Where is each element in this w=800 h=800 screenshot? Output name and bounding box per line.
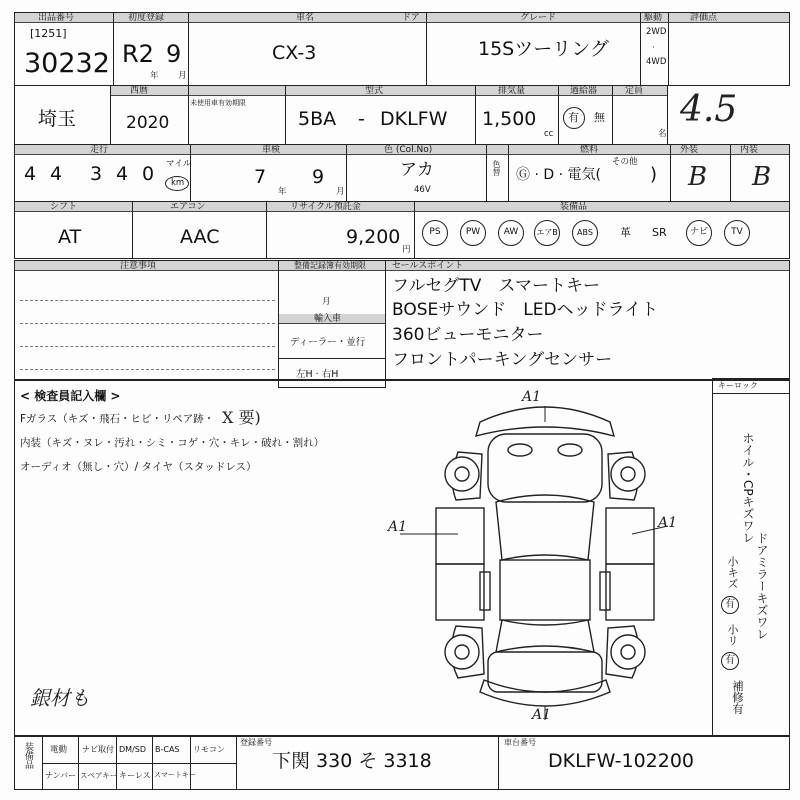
sales-point: フロントパーキングセンサー (392, 350, 613, 370)
exterior-label: 外装 (680, 145, 699, 155)
glass-line: Fガラス（キズ・飛石・ヒビ・リペア跡・ (20, 413, 215, 425)
interior-line: 内装（キズ・ヌレ・汚れ・シミ・コゲ・穴・キレ・破れ・割れ） (20, 437, 325, 449)
sales-point: BOSEサウンド LEDヘッドライト (392, 300, 659, 320)
grade: 15Sツーリング (478, 38, 609, 60)
plate-label: 登録番号 (240, 738, 272, 747)
right-front-door (606, 508, 654, 564)
model-code: DKLFW (380, 108, 448, 130)
unit-mile: マイル (166, 159, 192, 169)
equip-abs: ABS (572, 220, 598, 246)
footer-item: リモコン (193, 745, 225, 754)
side-note-wheel: ホイル・CPキズワレ (741, 432, 755, 544)
damage-mark-top: A1 (522, 389, 542, 405)
name-label: 車名 (296, 13, 315, 23)
equip-leather: 革 (620, 226, 631, 239)
disp-label: 排気量 (498, 86, 526, 96)
equip-ps: PS (422, 220, 448, 246)
turbo-yes: 有 (568, 111, 579, 124)
turbo-label: 過給器 (570, 86, 598, 96)
shaken-month: 9 (312, 166, 325, 188)
record-label: 整備記録簿有効期限 (294, 261, 366, 270)
left-rear-door (436, 564, 484, 620)
handwritten-note: 銀材も (30, 686, 90, 710)
yu-2: 有 (725, 655, 735, 666)
damage-mark-left: A1 (388, 519, 408, 535)
caution-label: 注意事項 (120, 261, 157, 271)
damage-mark-bottom: A1 (532, 707, 552, 723)
plate: 下関 330 そ 3318 (272, 750, 432, 772)
right-rear-door (606, 564, 654, 620)
grade-label: グレード (520, 13, 557, 23)
shift: AT (58, 226, 82, 248)
shaken-label: 車検 (262, 145, 281, 155)
keylock-label: キーロック (718, 381, 758, 390)
left-front-door (436, 508, 484, 564)
footer-equip-label: 装備品 (23, 742, 33, 769)
mileage-digit: 4 (50, 163, 63, 185)
drive-4wd: 4WD (646, 57, 667, 67)
shaken-year: 7 (254, 166, 267, 188)
auction-sheet: 出品番号 初度登録 車名 ドア グレード 駆動 評価点 [1251] 30232 R2 9 年 月 CX-3 15Sツーリング 2WD · 4WD 埼玉 西暦 2020 未使用車有効期限 型式 5BA - DKLFW 排気量 1,500 cc 過給器 有 無 定員 名 4.5 走行 4 4 3 4 0 マイル km 車検 7 年 9 月 色 (Col.No) アカ 46V 色替 燃料 その他 Ⓖ · D · 電気( ) 外装 内装 B B シフト AT エアコン AAC リサイクル預託金 9,200 円 装備品 PS PW AW エアB ABS 革 SR ナビ TV 注意事項 整備記録簿有効期限 月 輸入車 ディーラー・並行 左H · 右H セールスポイント フルセグTV スマートキー BOSEサウンド LEDヘッドライト 360ビューモニター フロントパーキングセンサー < 検査員記入欄 > Fガラス（キズ・飛石・ヒビ・リペア跡・ X 要) 内装（キズ・ヌレ・汚れ・シミ・コゲ・穴・キレ・破れ・割れ） オーディオ（無し・穴）/ タイヤ（スタッドレス） 銀材も キーロック ホイル・CPキズワレ ドアミラーキズワレ 小キズ 有 小リ 有 補修有 A1 A1 A1 A1 装備品 電動 ナビ取付 DM/SD B-CAS リモコン ナンバー スペアキー キーレス スマートキー 登録番号 下関 330 そ 3318 車台番号 DKLFW-102200 (0, 0, 800, 800)
seireki-label: 西暦 (130, 86, 149, 96)
recycle-label: リサイクル預託金 (290, 202, 361, 212)
score-handwritten: 4.5 (680, 89, 738, 130)
mileage-label: 走行 (90, 145, 109, 155)
import-label: 輸入車 (314, 314, 342, 324)
car-diagram (400, 390, 690, 735)
fuel-other: その他 (612, 157, 638, 167)
car-name: CX-3 (272, 42, 317, 64)
year: 2020 (126, 113, 170, 133)
glass-note: X 要) (222, 408, 261, 427)
footer-item: スペアキー (80, 771, 118, 780)
windshield-outline (496, 495, 594, 560)
model-label: 型式 (365, 86, 384, 96)
lot-sub: [1251] (30, 27, 67, 40)
fuel-label: 燃料 (580, 145, 599, 155)
roof-outline (500, 560, 590, 620)
sales-point: フルセグTV スマートキー (392, 276, 600, 296)
door-label: ドア (402, 13, 420, 23)
color-label: 色 (Col.No) (384, 145, 433, 155)
interior-label: 内装 (740, 145, 759, 155)
footer-item: B-CAS (155, 745, 180, 754)
shift-label: シフト (50, 202, 78, 212)
lot-label: 出品番号 (38, 13, 75, 23)
chassis: DKLFW-102200 (548, 750, 695, 772)
footer-item: ナンバー (45, 771, 77, 780)
unreg-label: 未使用車有効期限 (190, 99, 246, 107)
lot-number: 30232 (24, 48, 110, 79)
mileage-digit: 0 (142, 163, 155, 185)
score-label: 評価点 (690, 13, 718, 23)
footer-item: DM/SD (119, 745, 146, 754)
side-note-small2: 小リ (726, 624, 739, 646)
equipment-list (420, 220, 790, 252)
equipment-label: 装備品 (560, 202, 588, 212)
footer-item: キーレス (119, 771, 151, 780)
mileage-digit: 3 (90, 163, 103, 185)
unit-km: km (171, 178, 185, 188)
footer-item: ナビ取付 (82, 745, 114, 754)
side-note-mirror: ドアミラーキズワレ (755, 532, 769, 640)
footer-item: スマートキー (154, 771, 196, 779)
mileage-digit: 4 (116, 163, 129, 185)
mileage-digit: 4 (24, 163, 37, 185)
interior-grade: B (752, 162, 772, 192)
equip-aw: AW (498, 220, 524, 246)
equip-pw: PW (460, 220, 486, 246)
import-type: ディーラー・並行 (290, 337, 366, 348)
side-note-small1: 小キズ (726, 556, 739, 589)
drive-label: 駆動 (644, 13, 663, 23)
rear-bumper-outline (480, 680, 610, 706)
ac-label: エアコン (170, 202, 206, 212)
color-change-label: 色替 (492, 160, 501, 176)
turbo-no: 無 (594, 111, 605, 124)
yu-1: 有 (725, 599, 735, 610)
sales-point: 360ビューモニター (392, 325, 544, 345)
capacity-label: 定員 (625, 86, 644, 96)
recycle: 9,200 (346, 226, 401, 248)
rear-glass-outline (496, 620, 594, 652)
displacement: 1,500 (482, 108, 537, 130)
fuel-options: Ⓖ · D · 電気( (516, 167, 601, 183)
hood-outline (488, 434, 602, 502)
color: アカ (400, 160, 434, 180)
reg-era: R2 (122, 40, 154, 68)
color-no: 46V (414, 185, 431, 195)
reg-label: 初度登録 (128, 13, 165, 23)
drive-2wd: 2WD (646, 27, 667, 37)
sales-label: セールスポイント (392, 261, 464, 271)
inspector-title: < 検査員記入欄 > (20, 389, 121, 403)
ac: AAC (180, 226, 220, 248)
chassis-label: 車台番号 (504, 738, 536, 747)
reg-month: 9 (166, 40, 182, 68)
exterior-grade: B (688, 162, 708, 192)
side-note-repair: 補修有 (731, 680, 745, 715)
equip-tv: TV (724, 220, 750, 246)
region: 埼玉 (38, 108, 77, 130)
equip-navi: ナビ (686, 220, 712, 246)
trunk-outline (488, 652, 602, 692)
audio-line: オーディオ（無し・穴）/ タイヤ（スタッドレス） (20, 461, 257, 473)
equip-sr: SR (652, 226, 667, 239)
equip-airbag: エアB (534, 220, 560, 246)
model-prefix: 5BA (298, 108, 337, 130)
damage-mark-right: A1 (658, 515, 678, 531)
handle: 左H · 右H (296, 369, 339, 380)
footer-item: 電動 (50, 745, 68, 755)
